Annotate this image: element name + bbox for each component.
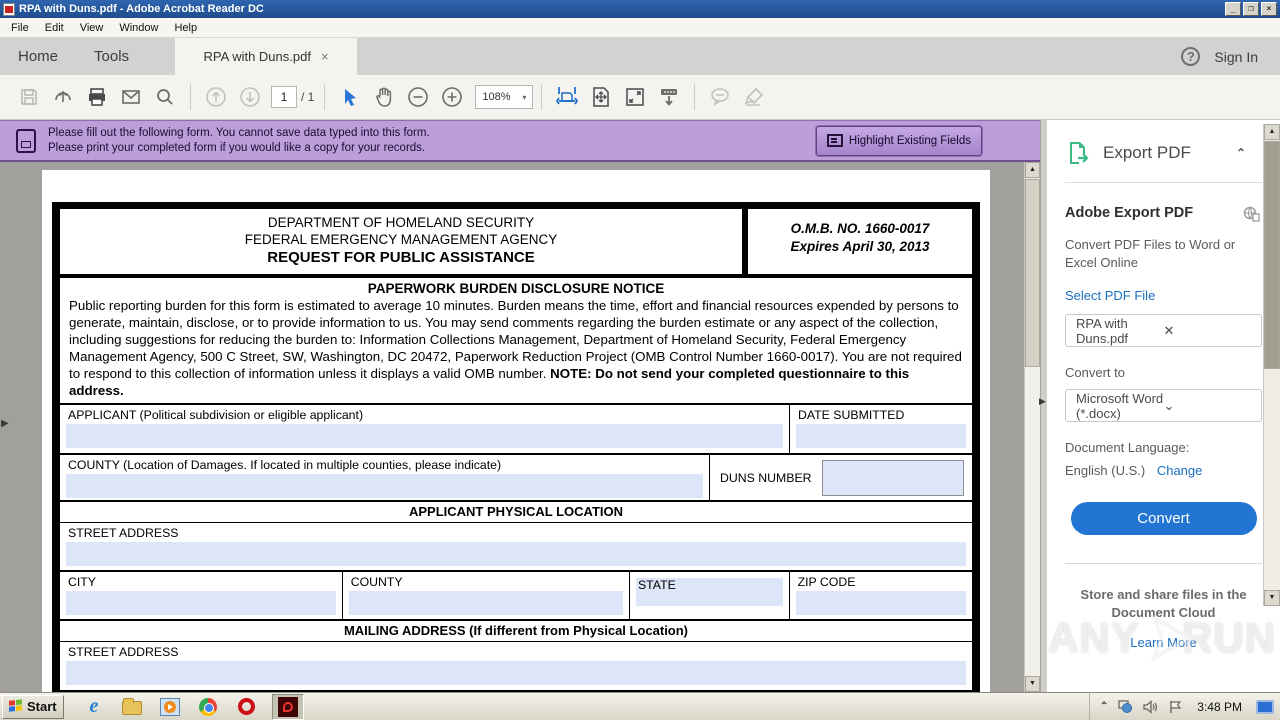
internet-explorer-icon[interactable]: e: [89, 695, 99, 717]
actual-size-icon[interactable]: [620, 82, 650, 112]
select-pdf-file-link[interactable]: Select PDF File: [1065, 288, 1156, 303]
convert-to-label: Convert to: [1065, 365, 1125, 380]
watermark-any: ANY: [1048, 614, 1140, 661]
export-pdf-title: Export PDF: [1103, 143, 1191, 162]
comment-icon[interactable]: [705, 82, 735, 112]
state-label: STATE: [637, 578, 676, 592]
export-pdf-panel: [1047, 120, 1280, 692]
document-cloud-text: Store and share files in the Document Cloud: [1080, 587, 1247, 620]
system-tray: [1089, 693, 1280, 720]
city-field[interactable]: [66, 591, 336, 615]
date-submitted-label: DATE SUBMITTED: [798, 408, 905, 422]
left-pane-toggle-icon[interactable]: ▶: [1, 418, 9, 429]
mailing-street-label: STREET ADDRESS: [68, 645, 179, 659]
tab-bar: [0, 38, 1280, 75]
form-notification-bar: [0, 120, 1040, 162]
minimize-button[interactable]: _: [1225, 2, 1241, 16]
county-label: COUNTY: [350, 575, 403, 589]
scroll-up-icon[interactable]: ▲: [1025, 162, 1040, 178]
share-icon[interactable]: [48, 82, 78, 112]
fit-width-icon[interactable]: [552, 82, 582, 112]
highlight-fields-icon: [827, 134, 843, 147]
language-value: English (U.S.): [1065, 463, 1146, 478]
panel-scrollbar-thumb[interactable]: [1264, 141, 1280, 369]
county-damages-field[interactable]: [66, 474, 703, 498]
page-number-input[interactable]: [271, 86, 297, 108]
volume-icon[interactable]: [1143, 700, 1159, 714]
menu-file[interactable]: File: [11, 21, 29, 34]
zip-code-field[interactable]: [796, 591, 966, 615]
right-pane-toggle-icon[interactable]: ▶: [1039, 396, 1046, 406]
pdf-page: [42, 170, 990, 692]
page-total-label: / 1: [301, 90, 315, 104]
agency-line2: FEDERAL EMERGENCY MANAGEMENT AGENCY: [244, 232, 558, 247]
next-page-icon[interactable]: [235, 82, 265, 112]
document-scrollbar[interactable]: [1024, 162, 1040, 692]
notice-body: Public reporting burden for this form is estimated to average 10 minutes. Burden means the time, effort and financial resources expended by persons to generate, maintain, disclose, or to provide information to us. You may send comments regarding the burden estimate or any aspect of the collection, including suggestions for reducing the burden to: Information Collections Management, Department of Homeland Security, Federal Emergency Management Agency, 500 C Street, SW, Washington, DC 20472, Paperwork Reduction Project (OMB Control Number 1660-0017). You are not required to respond to this collection of information unless it displays a valid OMB number. NOTE: Do not send your completed questionnaire to this address.: [69, 298, 962, 398]
watermark-run: RUN: [1182, 614, 1276, 661]
export-description: Convert PDF Files to Word or Excel Online: [1065, 237, 1236, 270]
toolbar: [0, 75, 1280, 120]
export-service-icon: [1242, 205, 1262, 223]
zoom-level-dropdown[interactable]: [475, 85, 533, 109]
panel-scroll-down-icon[interactable]: ▼: [1264, 590, 1280, 606]
form-title: REQUEST FOR PUBLIC ASSISTANCE: [267, 249, 535, 266]
change-language-link[interactable]: Change: [1156, 463, 1203, 478]
scroll-down-icon[interactable]: ▼: [1025, 676, 1040, 692]
print-icon[interactable]: [82, 82, 112, 112]
menu-edit[interactable]: Edit: [44, 21, 64, 34]
highlighter-icon[interactable]: [739, 82, 769, 112]
menu-view[interactable]: View: [79, 21, 104, 34]
scroll-mode-icon[interactable]: [654, 82, 684, 112]
windows-logo-icon: [9, 699, 23, 713]
export-pdf-header[interactable]: [1065, 120, 1262, 183]
restore-button[interactable]: ❐: [1243, 2, 1259, 16]
media-player-icon[interactable]: [158, 695, 182, 719]
selected-file-box[interactable]: [1065, 314, 1262, 347]
zoom-out-icon[interactable]: [403, 82, 433, 112]
duns-number-field[interactable]: [822, 460, 964, 496]
hand-tool-icon[interactable]: [369, 82, 399, 112]
save-icon[interactable]: [14, 82, 44, 112]
convert-button[interactable]: Convert: [1071, 502, 1257, 535]
start-label: Start: [27, 699, 57, 714]
panel-scroll-up-icon[interactable]: ▲: [1264, 124, 1280, 140]
zip-code-label: ZIP CODE: [797, 575, 856, 589]
file-explorer-icon[interactable]: [120, 695, 144, 719]
notice-note: NOTE: Do not send your completed questionnaire to this address.: [69, 366, 910, 398]
document-viewport[interactable]: [0, 162, 1040, 692]
tab-document-label: RPA with Duns.pdf: [203, 49, 311, 64]
menu-help[interactable]: Help: [174, 21, 198, 34]
panel-divider: [1065, 563, 1262, 564]
fit-page-icon[interactable]: [586, 82, 616, 112]
pdf-file-icon: [3, 3, 15, 16]
menu-window[interactable]: Window: [119, 21, 159, 34]
street-address-label: STREET ADDRESS: [68, 526, 179, 540]
format-value: Microsoft Word (*.docx): [1076, 390, 1164, 421]
select-tool-icon[interactable]: [335, 82, 365, 112]
scrollbar-thumb[interactable]: [1025, 179, 1040, 367]
date-submitted-field[interactable]: [796, 424, 966, 448]
export-pdf-icon: [1065, 140, 1091, 166]
format-caret-icon: ⌄: [1163, 397, 1175, 413]
tray-expand-icon[interactable]: ⌃: [1099, 701, 1109, 712]
window-title: RPA with Duns.pdf - Adobe Acrobat Reader DC: [19, 3, 264, 15]
remove-file-icon[interactable]: ✕: [1163, 322, 1175, 338]
agency-line1: DEPARTMENT OF HOMELAND SECURITY: [267, 215, 535, 230]
chrome-icon[interactable]: [196, 695, 220, 719]
physical-location-header: APPLICANT PHYSICAL LOCATION: [60, 502, 972, 523]
applicant-label: APPLICANT (Political subdivision or eligible applicant): [68, 408, 364, 422]
sign-in-button[interactable]: Sign In: [1214, 48, 1258, 65]
clock[interactable]: 3:48 PM: [1197, 699, 1242, 714]
applicant-field[interactable]: [66, 424, 783, 448]
duns-number-label: DUNS NUMBER: [720, 470, 812, 485]
format-dropdown[interactable]: [1065, 389, 1262, 422]
opera-icon[interactable]: [234, 695, 258, 719]
document-language-label: Document Language:: [1065, 440, 1190, 455]
search-icon[interactable]: [150, 82, 180, 112]
taskbar: [0, 692, 1280, 720]
show-desktop-icon[interactable]: [1256, 700, 1274, 714]
collapse-chevron-icon[interactable]: ⌃: [1235, 146, 1246, 160]
tab-close-icon[interactable]: ×: [320, 49, 329, 64]
notification-line2: Please print your completed form if you would like a copy for your records.: [48, 141, 426, 154]
county-field[interactable]: [349, 591, 623, 615]
notification-line1: Please fill out the following form. You cannot save data typed into this form.: [48, 126, 430, 139]
tab-tools[interactable]: Tools: [94, 48, 130, 65]
form-outer-frame: [52, 202, 980, 692]
close-button[interactable]: ×: [1261, 2, 1277, 16]
street-address-field[interactable]: [66, 542, 966, 566]
notice-heading: PAPERWORK BURDEN DISCLOSURE NOTICE: [367, 281, 665, 296]
highlight-existing-fields-button[interactable]: [816, 126, 982, 156]
zoom-in-icon[interactable]: [437, 82, 467, 112]
mailing-address-header: MAILING ADDRESS (If different from Physical Location): [60, 621, 972, 642]
email-icon[interactable]: [116, 82, 146, 112]
previous-page-icon[interactable]: [201, 82, 231, 112]
learn-more-link[interactable]: Learn More: [1130, 635, 1197, 650]
start-button[interactable]: [2, 695, 64, 719]
county-damages-label: COUNTY (Location of Damages. If located in multiple counties, please indicate): [68, 458, 502, 472]
tab-document[interactable]: [175, 38, 357, 75]
highlight-button-label: Highlight Existing Fields: [848, 134, 971, 147]
menu-bar: [0, 18, 1280, 38]
form-document-icon: [16, 129, 36, 153]
city-label: CITY: [68, 575, 97, 589]
selected-file-name: RPA with Duns.pdf: [1076, 315, 1129, 346]
mailing-street-field[interactable]: [66, 661, 966, 685]
help-icon[interactable]: ?: [1181, 47, 1200, 66]
panel-scrollbar[interactable]: [1263, 124, 1280, 606]
zoom-caret-icon: ▾: [522, 92, 527, 102]
zoom-level-value: 108%: [482, 91, 511, 103]
network-status-icon[interactable]: [1118, 700, 1133, 714]
tab-home[interactable]: Home: [18, 48, 59, 65]
acrobat-taskbar-button[interactable]: [272, 694, 304, 720]
omb-number: O.M.B. NO. 1660-0017: [790, 221, 930, 236]
omb-expires: Expires April 30, 2013: [790, 239, 930, 254]
action-center-flag-icon[interactable]: [1169, 700, 1183, 714]
adobe-export-pdf-title: Adobe Export PDF: [1065, 205, 1194, 221]
title-bar: [0, 0, 1280, 18]
